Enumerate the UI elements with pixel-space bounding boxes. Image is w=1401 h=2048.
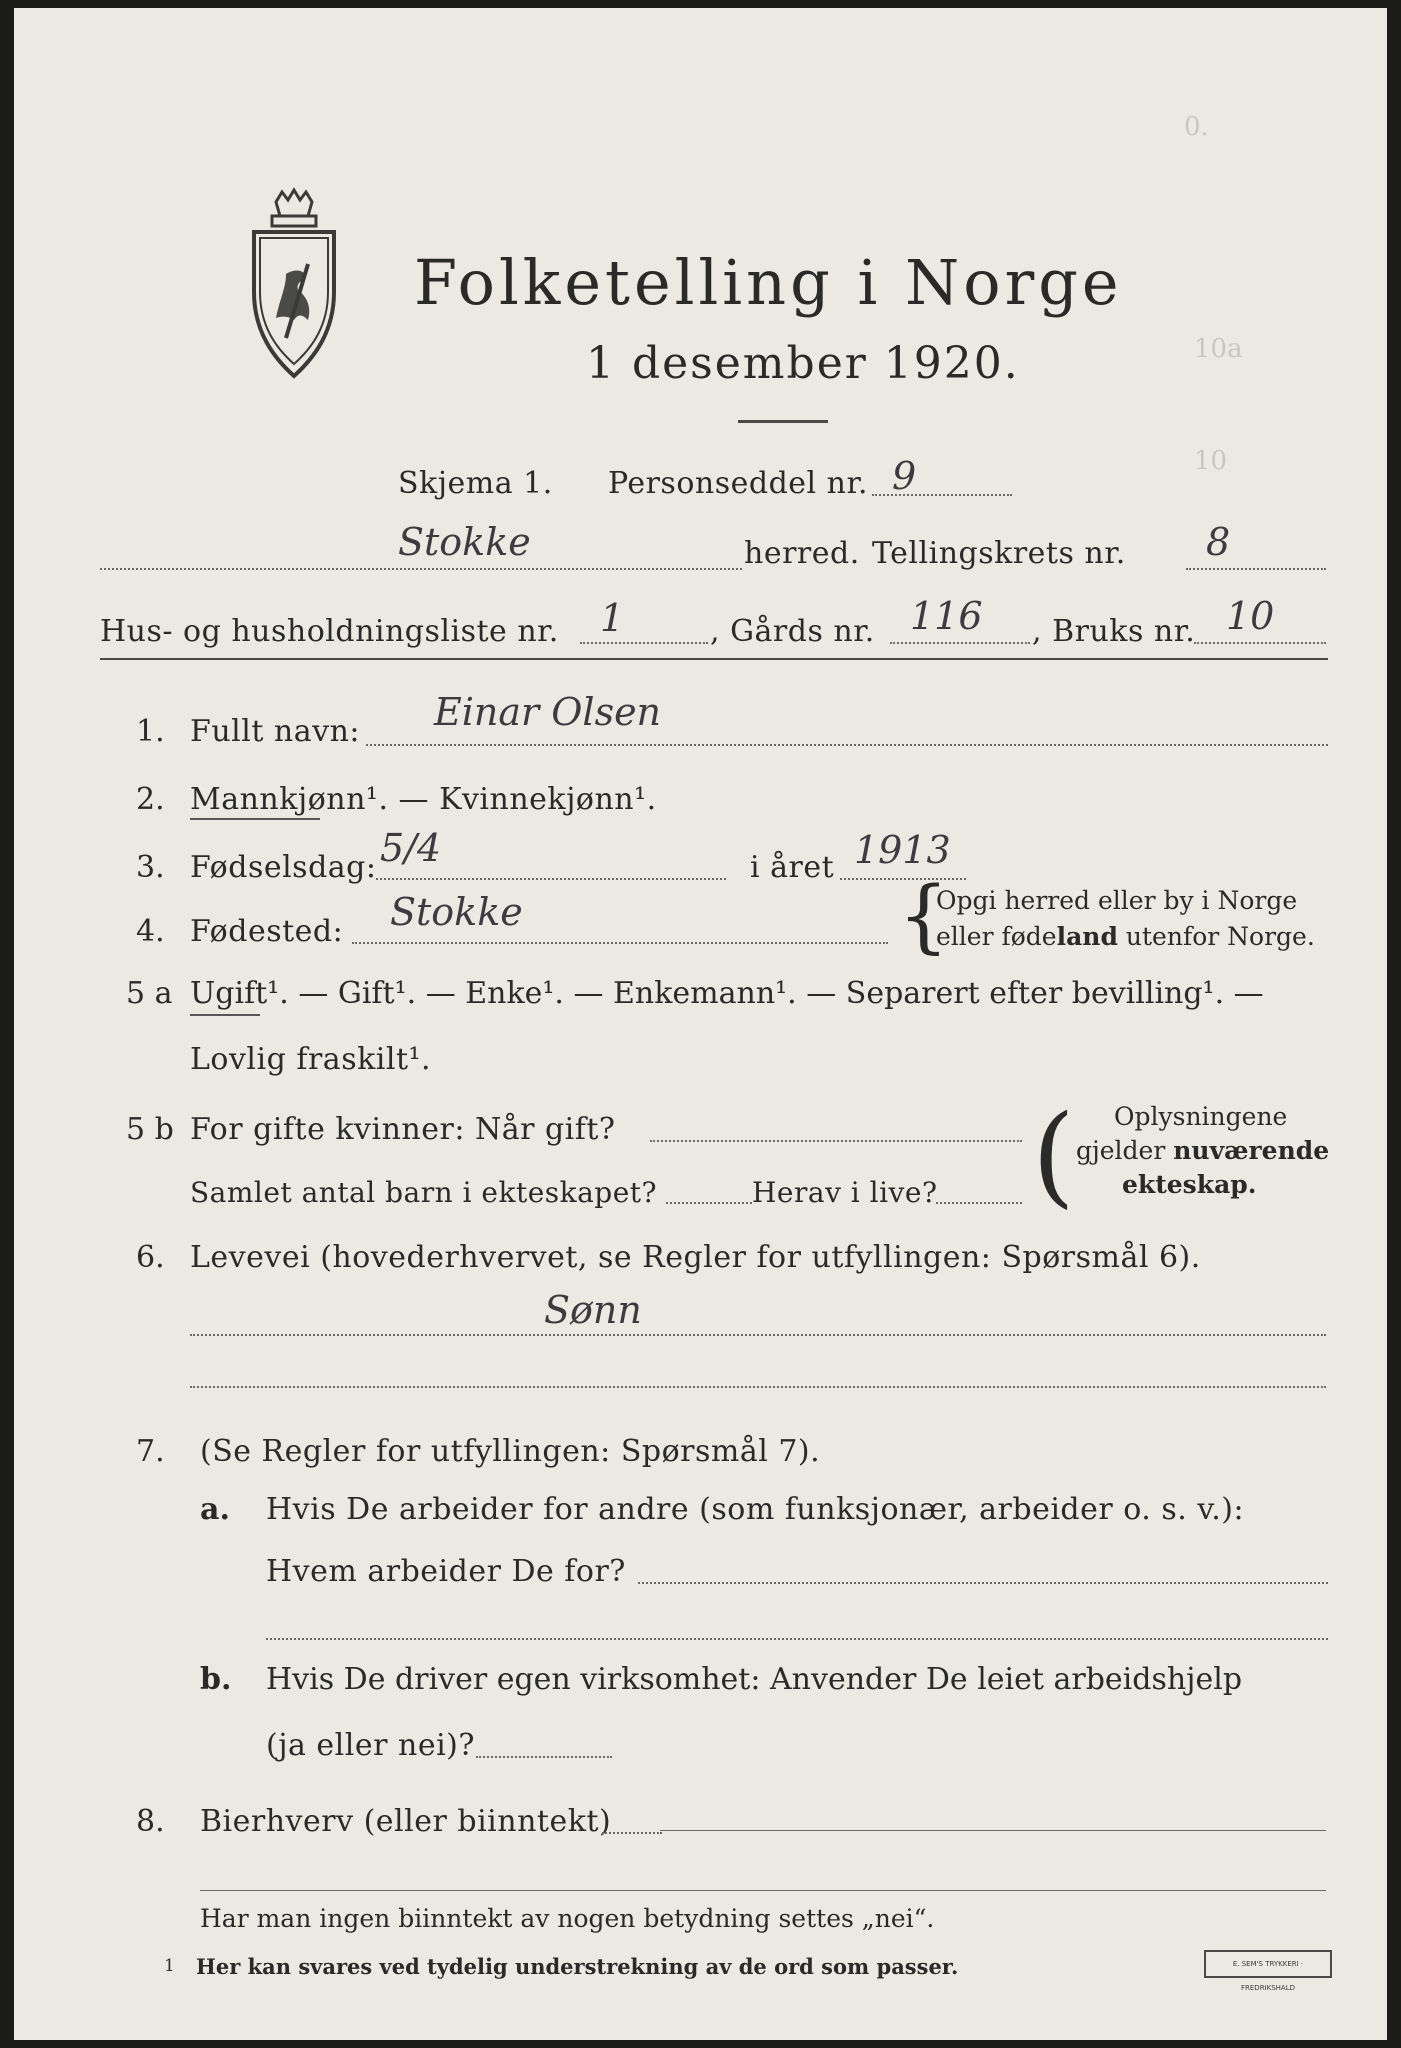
skjema-label: Skjema 1. [398, 466, 553, 501]
q4-note-line2 [936, 922, 1315, 951]
bleed-through-text: 0. [1184, 112, 1209, 142]
q7a-line-extra [266, 1638, 1328, 1640]
q7a-line1: Hvis De arbeider for andre (som funksjonær, arbeider o. s. v.): [266, 1492, 1245, 1527]
personseddel-label: Personseddel nr. [608, 466, 869, 501]
q4-line [352, 942, 888, 944]
q8-number: 8. [136, 1804, 165, 1839]
q5b-married-line [650, 1140, 1022, 1142]
q5b-line1: For gifte kvinner: Når gift? [190, 1112, 616, 1147]
herred-value: Stokke [398, 520, 531, 564]
q7-label: (Se Regler for utfyllingen: Spørsmål 7). [200, 1434, 821, 1469]
q4-number: 4. [136, 914, 165, 949]
herred-label: herred. [744, 536, 860, 571]
q3-value: 5/4 [380, 826, 442, 870]
q5b-children-line [666, 1202, 752, 1204]
herred-line [100, 568, 742, 570]
gards-label: , Gårds nr. [710, 614, 875, 649]
q3-number: 3. [136, 850, 165, 885]
hus-value: 1 [600, 596, 625, 640]
tellingskrets-value: 8 [1206, 520, 1231, 564]
q7-number: 7. [136, 1434, 165, 1469]
q4-brace: { [898, 869, 949, 962]
q4-label: Fødested: [190, 914, 344, 949]
bleed-through-text: 10 [1194, 446, 1228, 476]
q6-line2 [190, 1386, 1326, 1388]
q5b-note-text: gjelder [1076, 1136, 1174, 1165]
q5b-note-line1: Oplysningene [1114, 1102, 1288, 1131]
q5b-line2a: Samlet antal barn i ekteskapet? [190, 1176, 658, 1209]
q4-value: Stokke [390, 890, 523, 934]
q2-number: 2. [136, 782, 165, 817]
q5a-number: 5 a [126, 976, 173, 1011]
bruks-line [1194, 642, 1326, 644]
q6-number: 6. [136, 1240, 165, 1275]
tellingskrets-line [1186, 568, 1326, 570]
q5b-alive-line [936, 1202, 1022, 1204]
q2-label: Mannkjønn¹. — Kvinnekjønn¹. [190, 782, 657, 817]
q5a-line1: Ugift¹. — Gift¹. — Enke¹. — Enkemann¹. — Separert efter bevilling¹. — [190, 976, 1264, 1011]
footer-note: Har man ingen biinntekt av nogen betydning settes „nei“. [200, 1904, 935, 1933]
coat-of-arms-icon [246, 188, 342, 388]
q3-year-label: i året [750, 850, 835, 885]
bruks-value: 10 [1226, 594, 1275, 638]
title-underline [738, 420, 828, 423]
printer-stamp: E. SEM'S TRYKKERI · FREDRIKSHALD [1204, 1950, 1332, 1978]
q4-note-bold: land [1056, 922, 1118, 951]
gards-line [890, 642, 1030, 644]
bleed-through-text: 10a [1194, 334, 1243, 364]
personseddel-value: 9 [892, 454, 917, 498]
q6-line1 [190, 1334, 1326, 1336]
q8-line [660, 1830, 1326, 1831]
q6-value: Sønn [544, 1288, 642, 1332]
q8-short-line [602, 1832, 662, 1834]
hus-label: Hus- og husholdningsliste nr. [100, 614, 559, 649]
q6-label: Levevei (hovederhvervet, se Regler for utfyllingen: Spørsmål 6). [190, 1240, 1201, 1275]
footnote-number: 1 [164, 1956, 175, 1976]
q7b-letter: b. [200, 1662, 232, 1697]
form-title: Folketelling i Norge [414, 246, 1123, 319]
q5b-brace: ( [1032, 1091, 1075, 1219]
q1-value: Einar Olsen [434, 690, 662, 734]
q2-underline-mark [190, 818, 320, 820]
q3-line [376, 878, 726, 880]
q5a-line2: Lovlig fraskilt¹. [190, 1042, 432, 1077]
q1-label: Fullt navn: [190, 714, 361, 749]
q1-number: 1. [136, 714, 165, 749]
q7a-letter: a. [200, 1492, 230, 1527]
q8-label: Bierhverv (eller biinntekt) [200, 1804, 612, 1839]
q7b-line1: Hvis De driver egen virksomhet: Anvender De leiet arbeidshjelp [266, 1662, 1243, 1697]
gards-value: 116 [910, 594, 983, 638]
q3-label: Fødselsdag: [190, 850, 377, 885]
census-date: 1 desember 1920. [586, 338, 1020, 389]
q7a-line [638, 1582, 1328, 1584]
q8-line-extra [200, 1890, 1326, 1891]
q5b-note-line2 [1076, 1136, 1329, 1165]
q5b-note-bold: nuværende [1173, 1136, 1330, 1165]
q4-note-line1: Opgi herred eller by i Norge [936, 886, 1298, 915]
q7b-line2: (ja eller nei)? [266, 1728, 475, 1763]
q5b-line2b: Herav i live? [752, 1176, 938, 1209]
footnote-text: Her kan svares ved tydelig understrekning av de ord som passer. [196, 1954, 959, 1979]
q7b-line [476, 1756, 612, 1758]
q3-year-value: 1913 [854, 828, 951, 872]
section-divider [100, 658, 1328, 660]
q4-note-text: eller føde [936, 922, 1057, 951]
q1-line [366, 744, 1328, 746]
q5b-number: 5 b [126, 1112, 174, 1147]
q4-note-text: utenfor Norge. [1117, 922, 1315, 951]
q5b-note-line3: ekteskap. [1122, 1170, 1257, 1199]
bruks-label: , Bruks nr. [1032, 614, 1196, 649]
hus-line [580, 642, 708, 644]
q5a-underline-mark [190, 1014, 260, 1016]
tellingskrets-label: Tellingskrets nr. [872, 536, 1126, 571]
q7a-line2: Hvem arbeider De for? [266, 1554, 626, 1589]
census-form-sheet [14, 8, 1387, 2040]
